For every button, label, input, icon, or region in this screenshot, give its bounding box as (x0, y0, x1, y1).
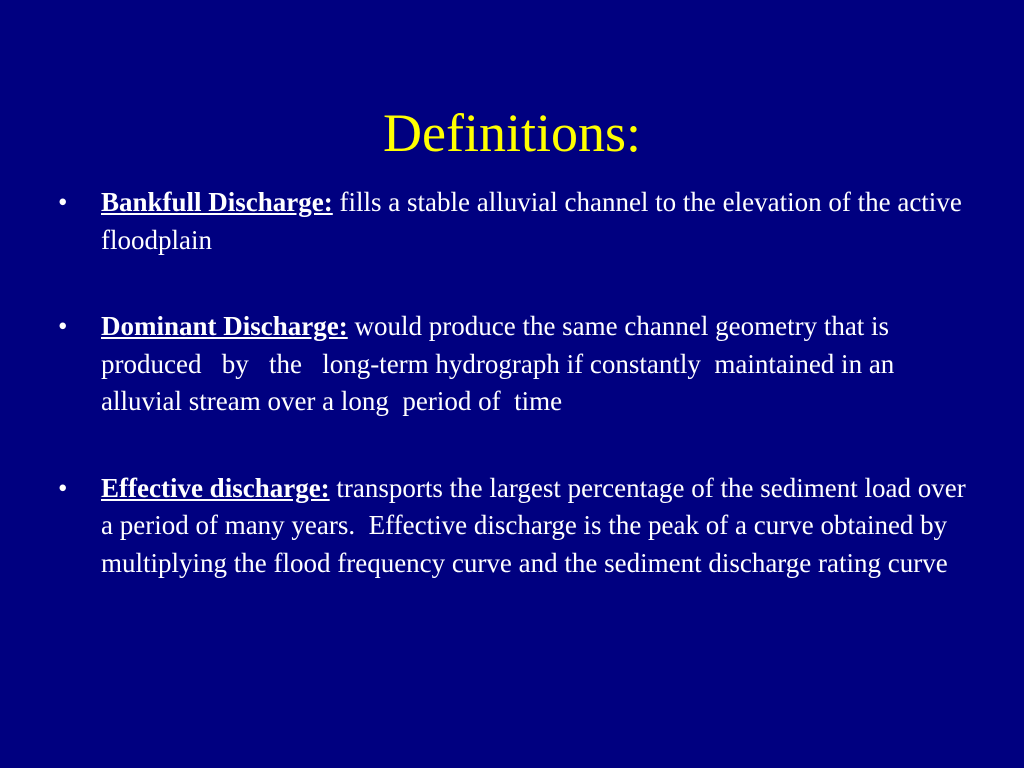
definition-text: would produce the same channel geometry that is produced by the long-term hydrograph if constantly maintained in an alluvial stream over a long period of time (101, 311, 902, 416)
definition-term: Effective discharge: (101, 472, 330, 503)
definition-text: fills a stable alluvial channel to the elevation of the active floodplain (101, 187, 969, 255)
definition-item-dominant (58, 308, 978, 421)
bullet-icon: • (58, 311, 68, 341)
definition-item-bankfull (58, 184, 978, 259)
definition-item-effective (58, 470, 978, 583)
bullet-icon: • (58, 187, 68, 217)
definition-term: Bankfull Discharge: (101, 187, 333, 217)
definition-text: transports the largest percentage of the sediment load over a period of many years. Effective discharge is the peak of a curve obtained by multiplying the flood frequency curve and the sediment discharge rating curve (101, 472, 973, 578)
bullet-icon: • (58, 472, 68, 503)
definition-term: Dominant Discharge: (101, 311, 348, 341)
definition-list (58, 184, 978, 631)
slide-title: Definitions: (383, 103, 641, 163)
